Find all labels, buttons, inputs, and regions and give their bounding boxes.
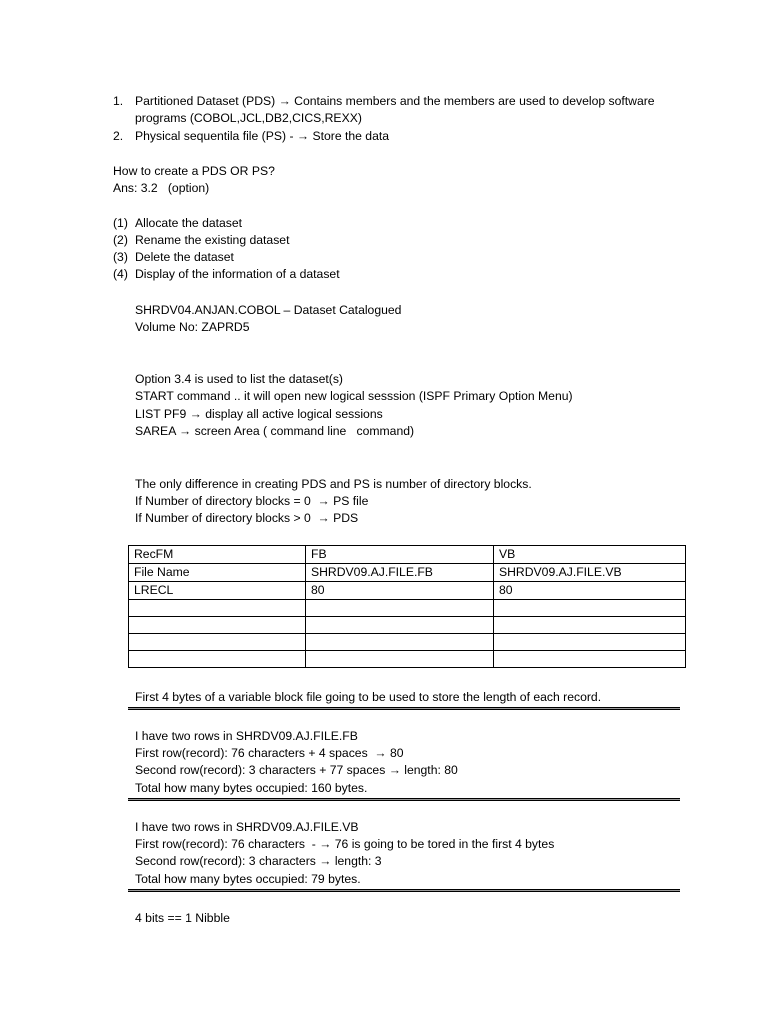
table-cell: [494, 600, 686, 617]
directory-blocks-line: If Number of directory blocks > 0 → PDS: [135, 511, 359, 525]
list-text: Partitioned Dataset (PDS) → Contains members and the members are used to develop software: [135, 94, 655, 108]
option-text: Delete the dataset: [135, 250, 234, 264]
table-cell: [494, 617, 686, 634]
directory-blocks-line: If Number of directory blocks = 0 → PS file: [135, 494, 369, 508]
table-row: [129, 634, 686, 651]
option-number: (2): [113, 233, 128, 247]
table-row: [129, 564, 686, 582]
table-cell: RecFM: [129, 546, 306, 564]
fb-example-line: First row(record): 76 characters + 4 spaces → 80: [135, 746, 404, 760]
table-cell: [306, 651, 494, 668]
section-divider: [128, 798, 680, 801]
table-cell: VB: [494, 546, 686, 564]
option-item: [113, 266, 340, 283]
table-cell: [129, 634, 306, 651]
table-cell: 80: [306, 582, 494, 600]
option34-line: Option 3.4 is used to list the dataset(s): [135, 372, 343, 386]
table-cell: [129, 651, 306, 668]
question-text: How to create a PDS OR PS?: [113, 164, 275, 178]
section-divider: [128, 707, 680, 710]
vb-example-line: Total how many bytes occupied: 79 bytes.: [135, 872, 361, 886]
option34-line: LIST PF9 → display all active logical sessions: [135, 407, 383, 421]
list-number: 1.: [113, 94, 124, 108]
option34-line: SAREA → screen Area ( command line command): [135, 424, 415, 438]
vb-note: First 4 bytes of a variable block file going to be used to store the length of each record.: [135, 690, 602, 704]
list-text: Physical sequentila file (PS) - → Store the data: [135, 129, 390, 143]
table-row: [129, 651, 686, 668]
nibble-line: 4 bits == 1 Nibble: [135, 911, 230, 925]
table-cell: [306, 600, 494, 617]
list-number: 2.: [113, 129, 124, 143]
table-cell: [306, 617, 494, 634]
table-cell: SHRDV09.AJ.FILE.VB: [494, 564, 686, 582]
option-item: [113, 215, 242, 232]
volume-line: Volume No: ZAPRD5: [135, 320, 250, 334]
list-item-pds: [113, 93, 655, 110]
answer-text: Ans: 3.2 (option): [113, 181, 210, 195]
table-row: [129, 546, 686, 564]
list-item-ps: [113, 128, 389, 145]
option-number: (4): [113, 267, 128, 281]
fb-example-line: Second row(record): 3 characters + 77 spaces → length: 80: [135, 763, 458, 777]
table-cell: 80: [494, 582, 686, 600]
fb-example-line: Total how many bytes occupied: 160 bytes.: [135, 781, 368, 795]
fb-example-line: I have two rows in SHRDV09.AJ.FILE.FB: [135, 729, 358, 743]
option-number: (3): [113, 250, 128, 264]
vb-example-line: First row(record): 76 characters - → 76 is going to be tored in the first 4 bytes: [135, 837, 555, 851]
option-number: (1): [113, 216, 128, 230]
table-cell: SHRDV09.AJ.FILE.FB: [306, 564, 494, 582]
table-cell: [129, 600, 306, 617]
option-item: [113, 249, 234, 266]
table-cell: [494, 634, 686, 651]
directory-blocks-line: The only difference in creating PDS and PS is number of directory blocks.: [135, 477, 532, 491]
record-format-table: [128, 545, 686, 668]
option-text: Allocate the dataset: [135, 216, 243, 230]
vb-example-line: Second row(record): 3 characters → length: 3: [135, 854, 382, 868]
option34-line: START command .. it will open new logical sesssion (ISPF Primary Option Menu): [135, 389, 573, 403]
table-row: [129, 582, 686, 600]
table-cell: [129, 617, 306, 634]
option-text: Rename the existing dataset: [135, 233, 290, 247]
dataset-name-line: SHRDV04.ANJAN.COBOL – Dataset Catalogued: [135, 303, 402, 317]
vb-example-line: I have two rows in SHRDV09.AJ.FILE.VB: [135, 820, 359, 834]
section-divider: [128, 889, 680, 892]
table-cell: [494, 651, 686, 668]
list-item-pds-continued: programs (COBOL,JCL,DB2,CICS,REXX): [135, 111, 362, 125]
option-text: Display of the information of a dataset: [135, 267, 340, 281]
table-cell: FB: [306, 546, 494, 564]
option-item: [113, 232, 289, 249]
table-cell: [306, 634, 494, 651]
table-row: [129, 617, 686, 634]
table-cell: File Name: [129, 564, 306, 582]
table-row: [129, 600, 686, 617]
table-cell: LRECL: [129, 582, 306, 600]
